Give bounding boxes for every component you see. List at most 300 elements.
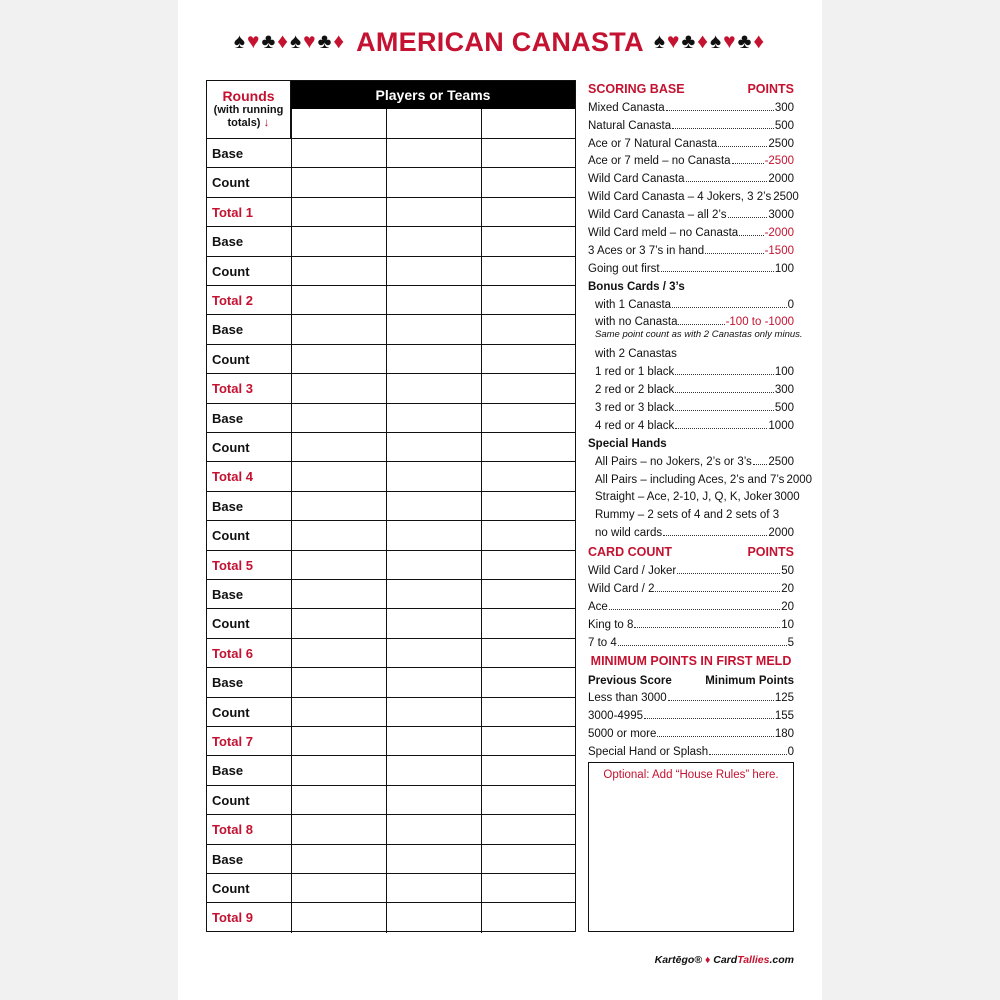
table-row <box>207 492 575 521</box>
item-label: Ace or 7 meld – no Canasta <box>588 155 731 168</box>
score-cell[interactable] <box>481 698 575 726</box>
house-rules-label: Optional: Add “House Rules” here. <box>603 769 779 781</box>
rounds-subtitle <box>207 104 290 129</box>
list-item <box>588 96 794 114</box>
list-item <box>595 414 794 432</box>
score-cell[interactable] <box>291 433 386 461</box>
spade-icon: ♠ <box>710 30 724 53</box>
score-cell[interactable] <box>481 756 575 784</box>
score-cell[interactable] <box>386 668 481 696</box>
list-item <box>595 396 794 414</box>
players-header: Players or Teams <box>291 81 575 109</box>
score-cell[interactable] <box>481 462 575 490</box>
leader-dots <box>675 373 774 375</box>
leader-dots <box>677 572 780 574</box>
item-label: Straight – Ace, 2-10, J, Q, K, Joker <box>595 491 773 504</box>
score-cell[interactable] <box>481 903 575 932</box>
score-cell[interactable] <box>386 374 481 402</box>
score-cell[interactable] <box>481 257 575 285</box>
previous-score-title: Previous Score <box>588 674 672 687</box>
list-item <box>595 450 794 468</box>
item-label: 4 red or 4 black <box>595 419 675 432</box>
list-item <box>588 577 794 595</box>
rounds-subtitle-line2: totals) <box>227 117 261 129</box>
row-label: Count <box>212 792 250 808</box>
item-label: 2 red or 2 black <box>595 384 675 397</box>
score-cell[interactable] <box>386 903 481 932</box>
list-item <box>595 360 794 378</box>
score-cell[interactable] <box>386 727 481 755</box>
item-value: 1000 <box>768 419 794 432</box>
table-row <box>207 874 575 903</box>
table-row <box>207 433 575 462</box>
spade-icon: ♠ <box>233 30 247 53</box>
item-value: 2500 <box>773 191 799 204</box>
table-row <box>207 815 575 844</box>
item-label: Mixed Canasta <box>588 101 665 114</box>
leader-dots <box>634 626 780 628</box>
list-item <box>588 185 799 204</box>
item-value: 2500 <box>768 137 794 150</box>
row-label: Base <box>212 675 244 691</box>
list-item <box>595 311 794 329</box>
item-label: Special Hand or Splash <box>588 746 709 759</box>
score-cell[interactable] <box>386 492 481 520</box>
row-label: Count <box>212 528 250 544</box>
score-cell[interactable] <box>481 786 575 814</box>
minimum-points-title: Minimum Points <box>705 674 794 687</box>
score-cell[interactable] <box>481 668 575 696</box>
row-label: Total 6 <box>212 645 253 661</box>
score-cell[interactable] <box>481 492 575 520</box>
row-label: Total 9 <box>212 910 253 926</box>
item-label: King to 8 <box>588 618 634 631</box>
list-item <box>588 722 794 740</box>
table-row <box>207 609 575 638</box>
table-row <box>207 727 575 756</box>
leader-dots <box>753 463 768 465</box>
item-value: 0 <box>787 298 794 311</box>
leader-dots <box>675 409 774 411</box>
table-row <box>207 903 575 932</box>
suits-right <box>654 30 766 54</box>
leader-dots <box>675 427 767 429</box>
spade-icon: ♠ <box>289 30 304 53</box>
score-cell[interactable] <box>291 551 386 579</box>
row-label: Base <box>212 146 244 161</box>
list-item <box>588 150 794 168</box>
table-row <box>207 580 575 609</box>
heart-icon: ♥ <box>303 30 318 53</box>
score-cell[interactable] <box>291 374 386 402</box>
bonus-title: Bonus Cards / 3’s <box>588 280 685 293</box>
special-hands-title: Special Hands <box>588 437 667 450</box>
leader-dots <box>618 644 787 646</box>
score-cell[interactable] <box>386 786 481 814</box>
score-cell[interactable] <box>386 874 481 902</box>
row-label: Base <box>212 410 244 426</box>
table-row <box>207 315 575 344</box>
list-item <box>595 486 800 504</box>
table-row <box>207 756 575 785</box>
list-item <box>588 167 794 185</box>
score-cell[interactable] <box>386 609 481 637</box>
item-value: 500 <box>774 119 794 132</box>
score-cell[interactable] <box>291 698 386 726</box>
item-value: 300 <box>774 384 794 397</box>
leader-dots <box>644 717 774 719</box>
score-cell[interactable] <box>291 580 386 608</box>
leader-dots <box>672 306 787 308</box>
row-label: Count <box>212 881 250 896</box>
leader-dots <box>663 534 767 536</box>
table-row <box>207 668 575 697</box>
item-label: All Pairs – including Aces, 2’s and 7’s <box>595 473 785 486</box>
club-icon: ♣ <box>317 30 334 53</box>
score-cell[interactable] <box>386 580 481 608</box>
leader-dots <box>709 753 786 755</box>
suits-left <box>234 30 346 54</box>
score-cell[interactable] <box>291 668 386 696</box>
list-item <box>588 257 794 275</box>
score-cell[interactable] <box>291 227 386 255</box>
leader-dots <box>672 127 774 129</box>
score-cell[interactable] <box>291 168 386 196</box>
row-label: Total 5 <box>212 557 253 573</box>
score-sheet <box>178 0 822 1000</box>
score-cell[interactable] <box>386 845 481 873</box>
row-label: Count <box>212 351 250 367</box>
item-label: with no Canasta <box>595 316 678 329</box>
row-label: Count <box>212 440 250 455</box>
score-cell[interactable] <box>291 257 386 285</box>
player-name-cell[interactable] <box>386 109 481 139</box>
table-row <box>207 168 575 197</box>
score-cell[interactable] <box>481 433 575 461</box>
table-row <box>207 345 575 374</box>
score-cell[interactable] <box>481 609 575 637</box>
score-cell[interactable] <box>386 404 481 432</box>
score-cell[interactable] <box>291 521 386 549</box>
score-cell[interactable] <box>291 903 386 932</box>
score-cell[interactable] <box>291 139 386 167</box>
rounds-subtitle-line1: (with running <box>213 104 284 116</box>
score-cell[interactable] <box>386 227 481 255</box>
leader-dots <box>678 323 724 325</box>
two-canastas-label: with 2 Canastas <box>595 348 677 361</box>
table-row <box>207 227 575 256</box>
score-cell[interactable] <box>291 786 386 814</box>
leader-dots <box>675 391 774 393</box>
list-item <box>588 595 794 613</box>
item-value: 500 <box>774 402 794 415</box>
score-cell[interactable] <box>481 139 575 167</box>
score-cell[interactable] <box>481 374 575 402</box>
table-row <box>207 551 575 580</box>
row-label: Base <box>212 322 244 338</box>
player-name-cell[interactable] <box>291 109 386 139</box>
item-label: 1 red or 1 black <box>595 366 675 379</box>
score-cell[interactable] <box>291 639 386 667</box>
table-row <box>207 639 575 668</box>
scoring-base-header <box>588 78 794 96</box>
row-label: Count <box>212 175 250 191</box>
row-label: Base <box>212 763 244 779</box>
score-cell[interactable] <box>291 198 386 226</box>
item-label: Wild Card Canasta <box>588 173 685 186</box>
score-cell[interactable] <box>481 580 575 608</box>
score-cell[interactable] <box>481 315 575 343</box>
rounds-title: Rounds <box>222 88 275 104</box>
score-cell[interactable] <box>386 521 481 549</box>
diamond-icon: ♦ <box>704 954 711 966</box>
table-row <box>207 462 575 491</box>
score-cell[interactable] <box>386 345 481 373</box>
leader-dots <box>655 590 780 592</box>
card-count-header <box>588 541 794 559</box>
house-rules-box[interactable] <box>588 762 794 932</box>
site-part-a: Card <box>713 954 738 966</box>
score-cell[interactable] <box>481 168 575 196</box>
list-item <box>595 468 813 486</box>
score-cell[interactable] <box>481 727 575 755</box>
leader-dots <box>609 608 780 610</box>
list-item <box>595 293 794 311</box>
score-cell[interactable] <box>481 345 575 373</box>
item-label: 3000-4995 <box>588 710 643 723</box>
item-value: 20 <box>781 600 794 613</box>
score-cell[interactable] <box>386 639 481 667</box>
item-value: 2000 <box>786 473 813 486</box>
row-label: Total 8 <box>212 822 253 838</box>
item-value: -2500 <box>764 155 794 168</box>
leader-dots <box>657 735 773 737</box>
min-meld-list <box>588 687 794 759</box>
list-item <box>588 687 794 705</box>
score-cell[interactable] <box>291 462 386 490</box>
score-cell[interactable] <box>291 286 386 314</box>
page-title: AMERICAN CANASTA <box>356 26 644 57</box>
row-label: Total 7 <box>212 734 253 749</box>
table-row <box>207 374 575 403</box>
leader-dots <box>739 234 763 236</box>
score-table <box>206 80 576 932</box>
item-value: 3000 <box>768 209 794 222</box>
score-cell[interactable] <box>291 492 386 520</box>
item-value: 125 <box>774 692 794 705</box>
item-label: Wild Card Canasta – all 2’s <box>588 209 727 222</box>
item-value: 2000 <box>768 527 794 540</box>
min-meld-title: MINIMUM POINTS IN FIRST MELD <box>590 653 792 668</box>
item-value: 0 <box>787 746 794 759</box>
sheet-header <box>178 24 822 60</box>
row-label: Total 2 <box>212 293 253 308</box>
score-cell[interactable] <box>291 727 386 755</box>
score-cell[interactable] <box>386 139 481 167</box>
leader-dots <box>705 252 763 254</box>
leader-dots <box>732 162 764 164</box>
score-cell[interactable] <box>291 874 386 902</box>
score-cell[interactable] <box>291 345 386 373</box>
score-cell[interactable] <box>386 257 481 285</box>
score-cell[interactable] <box>481 286 575 314</box>
row-label: Count <box>212 616 250 632</box>
item-value: 2500 <box>768 455 794 468</box>
score-cell[interactable] <box>291 315 386 343</box>
score-cell[interactable] <box>481 815 575 843</box>
diamond-icon: ♦ <box>333 30 347 53</box>
item-label: 3 Aces or 3 7’s in hand <box>588 244 705 257</box>
rounds-header <box>207 81 291 139</box>
table-row <box>207 698 575 727</box>
item-value: 100 <box>774 366 794 379</box>
player-name-cell[interactable] <box>481 109 575 139</box>
score-cell[interactable] <box>386 315 481 343</box>
list-item <box>588 704 794 722</box>
score-cell[interactable] <box>386 815 481 843</box>
item-value: 10 <box>781 618 794 631</box>
down-arrow-icon: ↓ <box>263 115 270 129</box>
score-cell[interactable] <box>386 756 481 784</box>
item-value: 100 <box>774 262 794 275</box>
item-label: Wild Card / 2 <box>588 582 655 595</box>
item-value: 3000 <box>774 491 800 504</box>
item-label: Wild Card meld – no Canasta <box>588 227 739 240</box>
item-value: 2000 <box>768 173 794 186</box>
score-cell[interactable] <box>481 845 575 873</box>
score-cell[interactable] <box>481 227 575 255</box>
leader-dots <box>686 180 768 182</box>
table-row <box>207 845 575 874</box>
table-row <box>207 521 575 550</box>
table-row <box>207 786 575 815</box>
table-row <box>207 257 575 286</box>
diamond-icon: ♦ <box>753 30 767 53</box>
item-label: 7 to 4 <box>588 636 617 649</box>
item-label: 3 red or 3 black <box>595 402 675 415</box>
leader-dots <box>718 145 767 147</box>
item-value: 5 <box>787 636 794 649</box>
scoring-base-title: SCORING BASE <box>588 81 685 96</box>
item-label: no wild cards <box>595 527 663 540</box>
item-label: Natural Canasta <box>588 119 672 132</box>
leader-dots <box>668 699 774 701</box>
list-item <box>588 132 794 150</box>
score-cell[interactable] <box>481 874 575 902</box>
item-label: Wild Card Canasta – 4 Jokers, 3 2’s <box>588 191 772 204</box>
row-label: Count <box>212 263 250 279</box>
item-value: -1500 <box>764 244 794 257</box>
reference-panel <box>588 78 813 759</box>
card-points-title: POINTS <box>747 545 794 560</box>
footer-brand <box>655 954 794 966</box>
row-label: Base <box>212 498 244 514</box>
table-row <box>207 286 575 315</box>
heart-icon: ♥ <box>247 30 262 53</box>
score-cell[interactable] <box>291 815 386 843</box>
score-cell[interactable] <box>386 168 481 196</box>
score-cell[interactable] <box>386 286 481 314</box>
score-cell[interactable] <box>291 845 386 873</box>
item-value: -2000 <box>764 227 794 240</box>
item-value: -100 to -1000 <box>725 316 794 329</box>
min-meld-columns <box>588 669 794 687</box>
row-label: Total 4 <box>212 469 253 485</box>
leader-dots <box>661 270 774 272</box>
table-row <box>207 139 575 168</box>
list-item <box>588 203 794 221</box>
score-cell[interactable] <box>481 198 575 226</box>
list-item <box>588 559 794 577</box>
card-count-list <box>588 559 794 648</box>
score-cell[interactable] <box>481 639 575 667</box>
list-item <box>588 239 794 257</box>
row-label: Base <box>212 851 244 867</box>
table-row <box>207 404 575 433</box>
item-label: 5000 or more <box>588 728 657 741</box>
bonus-note: Same point count as with 2 Canastas only minus. <box>595 329 803 341</box>
list-item <box>588 521 794 539</box>
item-value: 180 <box>774 728 794 741</box>
score-cell[interactable] <box>386 198 481 226</box>
leader-dots <box>728 216 768 218</box>
item-value: 20 <box>781 582 794 595</box>
list-item <box>588 740 794 758</box>
list-item <box>588 221 794 239</box>
row-label: Base <box>212 587 244 602</box>
row-label: Total 3 <box>212 381 253 397</box>
row-label: Total 1 <box>212 204 253 220</box>
rummy-line: Rummy – 2 sets of 4 and 2 sets of 3 <box>595 509 780 522</box>
score-cell[interactable] <box>291 609 386 637</box>
item-label: Going out first <box>588 262 660 275</box>
score-cell[interactable] <box>291 404 386 432</box>
item-label: Less than 3000 <box>588 692 667 705</box>
spade-icon: ♠ <box>653 30 668 53</box>
diamond-icon: ♦ <box>277 30 290 53</box>
heart-icon: ♥ <box>723 30 738 53</box>
brand-name: Kartēgo® <box>654 954 703 966</box>
row-label: Count <box>212 704 250 720</box>
heart-icon: ♥ <box>667 30 682 53</box>
item-value: 300 <box>774 101 794 114</box>
bonus-list <box>588 293 794 329</box>
scoring-list <box>588 96 799 275</box>
special-hands-list <box>588 450 813 504</box>
list-item <box>588 631 794 649</box>
item-label: Wild Card / Joker <box>588 565 677 578</box>
item-value: 50 <box>781 565 794 578</box>
club-icon: ♣ <box>681 30 698 53</box>
score-cell[interactable] <box>481 404 575 432</box>
item-label: All Pairs – no Jokers, 2’s or 3’s <box>595 455 752 468</box>
row-label: Base <box>212 234 244 250</box>
list-item <box>595 378 794 396</box>
score-cell[interactable] <box>386 551 481 579</box>
score-cell[interactable] <box>386 462 481 490</box>
site-part-c: .com <box>769 954 794 966</box>
score-cell[interactable] <box>386 698 481 726</box>
card-count-title: CARD COUNT <box>588 545 673 560</box>
item-value: 155 <box>774 710 794 723</box>
item-label: with 1 Canasta <box>595 298 672 311</box>
site-part-b: Tallies <box>737 954 770 966</box>
score-cell[interactable] <box>481 551 575 579</box>
score-cell[interactable] <box>386 433 481 461</box>
score-cell[interactable] <box>291 756 386 784</box>
score-cell[interactable] <box>481 521 575 549</box>
two-canastas-list <box>588 360 794 432</box>
